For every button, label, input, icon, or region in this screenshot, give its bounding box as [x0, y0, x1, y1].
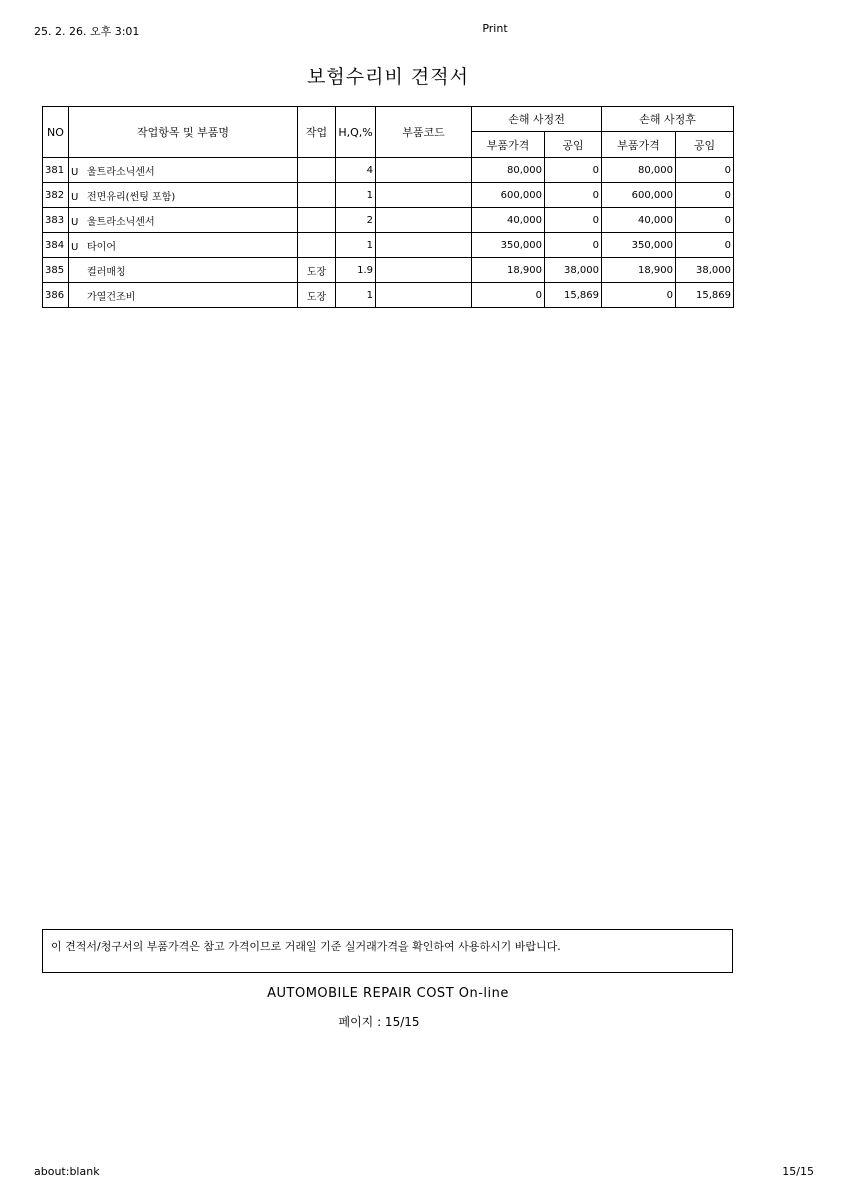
item-name: 컬러매칭: [87, 266, 126, 278]
cell-hq: 4: [336, 158, 376, 183]
cell-no: 384: [43, 233, 69, 258]
cell-item: [69, 208, 298, 233]
print-datetime: 25. 2. 26. 오후 3:01: [34, 25, 140, 38]
header-part-code: 부품코드: [376, 107, 472, 158]
cell-after-part-price: 18,900: [602, 258, 676, 283]
header-before-assessment: 손해 사정전: [472, 107, 602, 132]
cell-work: [298, 183, 336, 208]
cell-before-part-price: 0: [472, 283, 545, 308]
cell-no: 386: [43, 283, 69, 308]
cell-part-code: [376, 158, 472, 183]
cell-before-labor: 0: [545, 183, 602, 208]
header-after-labor: 공임: [676, 132, 734, 158]
cell-part-code: [376, 183, 472, 208]
cell-hq: 2: [336, 208, 376, 233]
table-row: [43, 283, 734, 308]
cell-after-labor: 15,869: [676, 283, 734, 308]
cell-item: [69, 283, 298, 308]
cell-after-part-price: 600,000: [602, 183, 676, 208]
cell-before-labor: 38,000: [545, 258, 602, 283]
table-row: [43, 208, 734, 233]
document-title: 보험수리비 견적서: [307, 66, 469, 88]
cell-hq: 1.9: [336, 258, 376, 283]
cell-hq: 1: [336, 183, 376, 208]
cell-item: [69, 183, 298, 208]
header-item: 작업항목 및 부품명: [69, 107, 298, 158]
cell-after-part-price: 0: [602, 283, 676, 308]
cell-after-labor: 0: [676, 233, 734, 258]
estimate-table-body: [43, 158, 734, 308]
cell-work: [298, 233, 336, 258]
header-hq: H,Q,%: [336, 107, 376, 158]
cell-before-labor: 0: [545, 158, 602, 183]
page-number: 페이지 : 15/15: [338, 1015, 420, 1029]
notice-box: [42, 929, 733, 973]
item-prefix: U: [71, 191, 79, 203]
item-prefix: U: [71, 241, 79, 253]
notice-text: 이 견적서/청구서의 부품가격은 참고 가격이므로 거래일 기준 실거래가격을 확인하여 사용하시기 바랍니다.: [51, 940, 561, 953]
cell-before-part-price: 600,000: [472, 183, 545, 208]
item-prefix: U: [71, 216, 79, 228]
cell-before-part-price: 350,000: [472, 233, 545, 258]
cell-before-part-price: 80,000: [472, 158, 545, 183]
cell-after-labor: 38,000: [676, 258, 734, 283]
table-row: [43, 183, 734, 208]
cell-no: 383: [43, 208, 69, 233]
item-prefix: U: [71, 166, 79, 178]
cell-before-labor: 15,869: [545, 283, 602, 308]
cell-item: [69, 233, 298, 258]
table-row: [43, 258, 734, 283]
cell-after-labor: 0: [676, 183, 734, 208]
cell-work: [298, 208, 336, 233]
cell-no: 382: [43, 183, 69, 208]
item-name: 타이어: [87, 241, 116, 253]
cell-work: 도장: [298, 283, 336, 308]
cell-before-part-price: 40,000: [472, 208, 545, 233]
print-url: about:blank: [34, 1165, 100, 1178]
cell-item: [69, 258, 298, 283]
cell-no: 385: [43, 258, 69, 283]
header-no: NO: [43, 107, 69, 158]
cell-before-labor: 0: [545, 233, 602, 258]
cell-after-part-price: 80,000: [602, 158, 676, 183]
table-row: [43, 158, 734, 183]
cell-part-code: [376, 258, 472, 283]
item-name: 가열건조비: [87, 291, 136, 303]
item-name: 전면유리(썬팅 포함): [87, 191, 176, 203]
brand-text: AUTOMOBILE REPAIR COST On-line: [267, 986, 509, 1001]
item-name: 울트라소닉센서: [87, 216, 155, 228]
cell-no: 381: [43, 158, 69, 183]
header-after-part-price: 부품가격: [602, 132, 676, 158]
cell-work: [298, 158, 336, 183]
cell-after-part-price: 350,000: [602, 233, 676, 258]
header-work: 작업: [298, 107, 336, 158]
cell-hq: 1: [336, 283, 376, 308]
table-row: [43, 233, 734, 258]
print-title: Print: [482, 22, 508, 35]
header-before-part-price: 부품가격: [472, 132, 545, 158]
cell-hq: 1: [336, 233, 376, 258]
header-before-labor: 공임: [545, 132, 602, 158]
estimate-table: [42, 106, 734, 308]
cell-after-labor: 0: [676, 158, 734, 183]
cell-part-code: [376, 233, 472, 258]
cell-before-labor: 0: [545, 208, 602, 233]
cell-item: [69, 158, 298, 183]
print-page: 15/15: [782, 1165, 814, 1178]
cell-part-code: [376, 208, 472, 233]
item-name: 울트라소닉센서: [87, 166, 155, 178]
cell-work: 도장: [298, 258, 336, 283]
cell-part-code: [376, 283, 472, 308]
cell-after-part-price: 40,000: [602, 208, 676, 233]
cell-after-labor: 0: [676, 208, 734, 233]
header-after-assessment: 손해 사정후: [602, 107, 734, 132]
cell-before-part-price: 18,900: [472, 258, 545, 283]
